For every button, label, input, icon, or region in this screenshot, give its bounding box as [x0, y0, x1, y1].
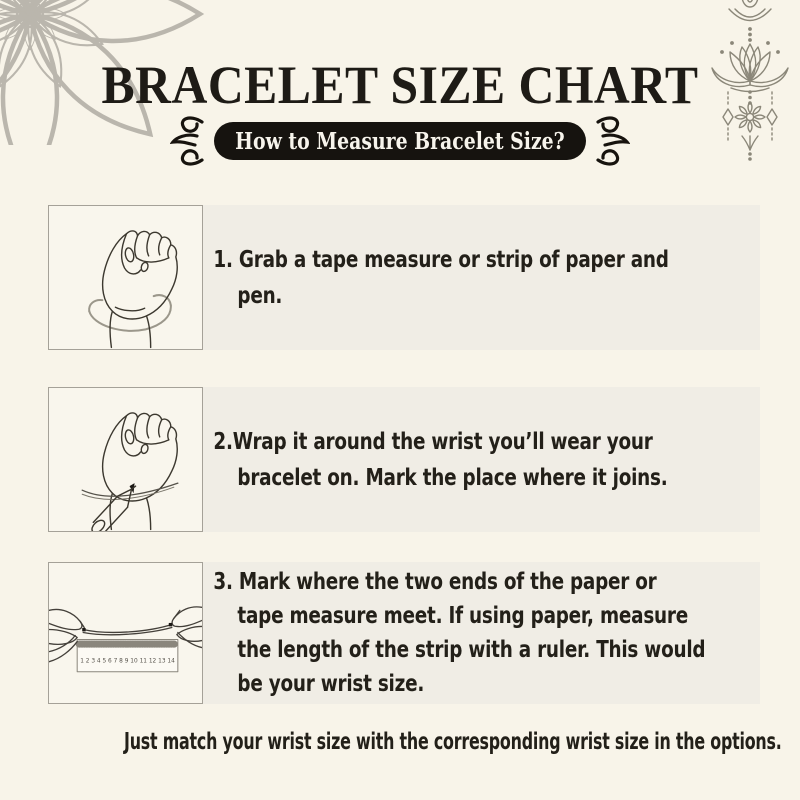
step-3-illustration-box — [48, 562, 203, 704]
steps-list — [48, 205, 760, 704]
subtitle-pill — [214, 122, 586, 160]
page-title: BRACELET SIZE CHART — [101, 55, 699, 115]
step-row-2 — [48, 387, 760, 532]
fist-with-measuring-loop-illustration — [49, 206, 202, 349]
step-line: 2.Wrap it around the wrist you’ll wear your — [213, 428, 653, 455]
step-1-text — [203, 205, 669, 350]
step-line: 1. Grab a tape measure or strip of paper and — [213, 246, 669, 273]
pen-marking-wrist-illustration — [49, 388, 202, 531]
step-2-text — [203, 387, 668, 532]
step-row-1 — [48, 205, 760, 350]
step-1-illustration-box — [48, 205, 203, 350]
subtitle-banner — [0, 112, 800, 170]
step-3-text — [203, 562, 705, 704]
step-line: the length of the strip with a ruler. This would — [237, 637, 706, 663]
ruler-numbers: 1 2 3 4 5 6 7 8 9 10 11 12 13 14 — [80, 656, 175, 665]
step-line: 3. Mark where the two ends of the paper or — [213, 569, 657, 595]
step-line: tape measure meet. If using paper, measure — [237, 603, 688, 629]
step-2-illustration-box — [48, 387, 203, 532]
step-line: be your wrist size. — [237, 671, 425, 697]
step-line: pen. — [237, 282, 283, 309]
step-row-3 — [48, 562, 760, 704]
left-flourish-icon — [170, 112, 206, 170]
step-line: bracelet on. Mark the place where it joins. — [237, 464, 668, 491]
subtitle-text: How to Measure Bracelet Size? — [235, 127, 565, 155]
hands-holding-strip-over-ruler-illustration — [49, 563, 202, 703]
footer-note: Just match your wrist size with the corresponding wrist size in the options. — [124, 729, 782, 755]
right-flourish-icon — [594, 112, 630, 170]
